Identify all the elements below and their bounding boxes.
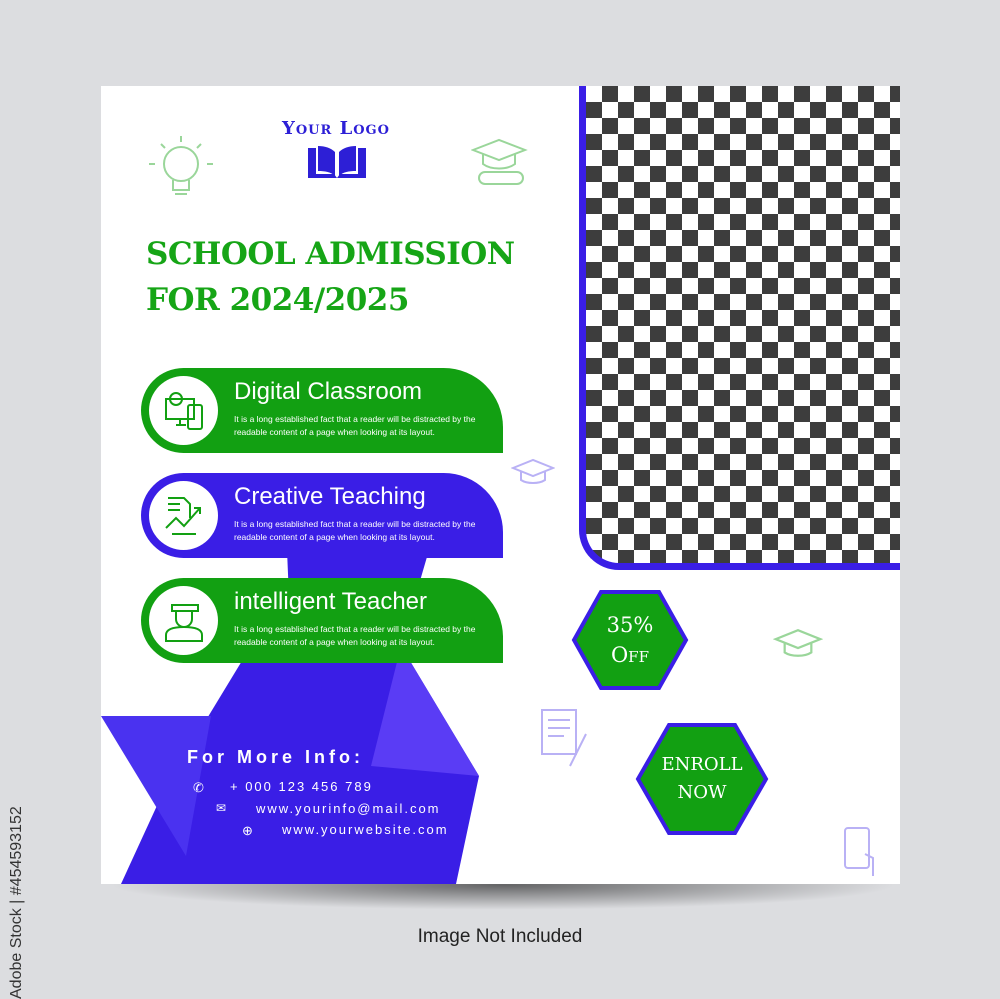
graduation-cap-icon — [511, 458, 555, 494]
discount-label: Off — [610, 643, 650, 667]
mail-icon: ✉ — [216, 801, 227, 815]
discount-value: 35% — [606, 613, 654, 637]
globe-icon: ⊕ — [242, 823, 253, 838]
enroll-now-button[interactable] — [635, 722, 769, 836]
feature-title: Digital Classroom — [234, 378, 423, 405]
contact-email[interactable]: www.yourinfo@mail.com — [256, 801, 441, 816]
feature-description: It is a long established fact that a reader will be distracted by the readable content of a page when looking at its layout. — [234, 414, 476, 437]
feature-intelligent-teacher — [141, 578, 503, 663]
chart-document-icon — [149, 481, 218, 550]
feature-title: intelligent Teacher — [234, 588, 428, 615]
feature-title: Creative Teaching — [234, 483, 426, 510]
computer-gear-icon — [149, 376, 218, 445]
headline-line1: SCHOOL ADMISSION — [146, 236, 515, 272]
headline — [146, 231, 515, 323]
lightbulb-icon — [149, 134, 213, 204]
feature-description: It is a long established fact that a reader will be distracted by the readable content of a page when looking at its layout. — [234, 519, 476, 542]
contact-phone: + 000 123 456 789 — [230, 779, 373, 794]
diploma-cap-icon — [471, 136, 531, 196]
phone-touch-icon — [841, 824, 885, 880]
feature-creative-teaching — [141, 473, 503, 558]
enroll-line1: ENROLL — [661, 754, 743, 775]
phone-icon: ✆ — [193, 780, 204, 795]
headline-line2: FOR 2024/2025 — [146, 282, 409, 318]
graduate-icon — [149, 586, 218, 655]
stock-id: Adobe Stock | #454593152 — [8, 806, 25, 999]
feature-description: It is a long established fact that a reader will be distracted by the readable content of a page when looking at its layout. — [234, 624, 476, 647]
graduation-cap-icon — [773, 628, 823, 668]
feature-digital-classroom — [141, 368, 503, 453]
enroll-line2: NOW — [677, 782, 727, 803]
caption: Image Not Included — [417, 926, 583, 947]
discount-badge — [571, 589, 689, 691]
flyer-card — [101, 86, 900, 884]
image-placeholder[interactable] — [579, 86, 900, 570]
notes-pencil-icon — [536, 706, 596, 776]
contact-heading: For More Info: — [187, 747, 364, 767]
logo-text: Your Logo — [282, 118, 390, 139]
book-logo-icon — [306, 144, 368, 180]
contact-website[interactable]: www.yourwebsite.com — [282, 822, 449, 837]
